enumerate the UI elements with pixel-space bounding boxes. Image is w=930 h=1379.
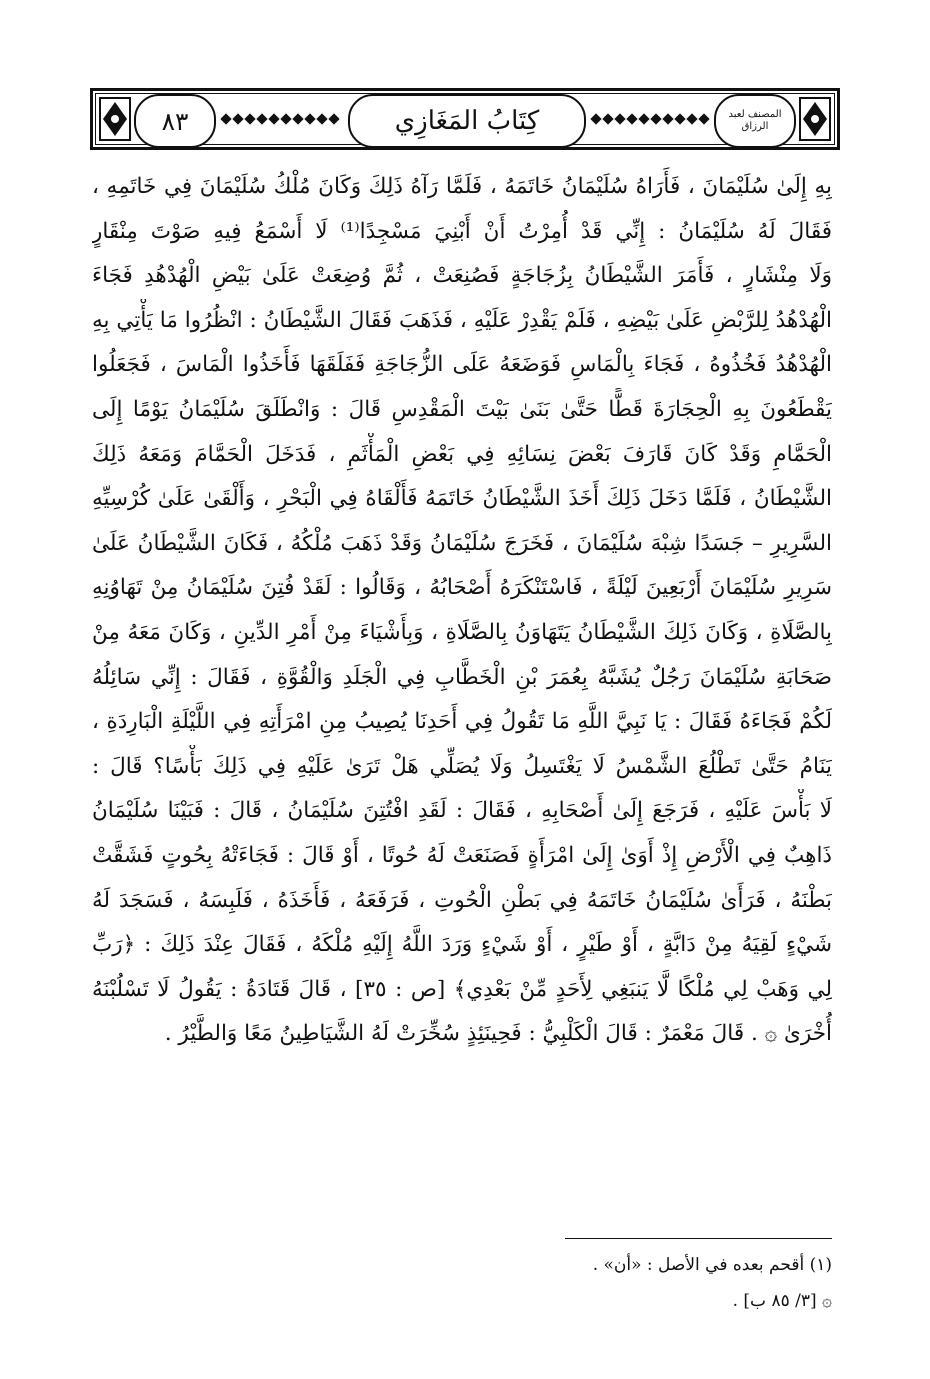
text-line-last: أُخْرَىٰ ۞ . قَالَ مَعْمَرٌ : قَالَ الْكَلْبِيُّ : فَحِينَئِذٍ سُخِّرَتْ لَهُ الشَّيَاطِينُ مَعًا وَالطَّيْرُ . xyxy=(164,1021,832,1047)
text-line: لَكُمْ فَجَاءَهُ فَقَالَ : يَا نَبِيَّ اللَّهِ مَا تَقُولُ فِي أَحَدِنَا يُصِيبُ مِنِ امْرَأَتِهِ فِي اللَّيْلَةِ الْبَارِدَةِ ، xyxy=(92,709,832,735)
text-line: صَحَابَةِ سُلَيْمَانَ رَجُلٌ يُشَبَّهُ بِعُمَرَ بْنِ الْخَطَّابِ فِي الْجَلَدِ وَالْقُوَّةِ ، فَقَالَ : إِنِّي سَائِلُهُ xyxy=(92,664,832,690)
footnote-1: (١) أقحم بعده في الأصل : «أن» . xyxy=(592,1255,832,1275)
chapter-title: كِتَابُ المَغَازِي xyxy=(394,106,540,136)
text-line: بَطْنَهُ ، فَرَأَىٰ سُلَيْمَانُ خَاتَمَهُ فِي بَطْنِ الْحُوتِ ، فَرَفَعَهُ ، فَأَخَذَهُ ، فَلَبِسَهُ ، فَسَجَدَ لَهُ xyxy=(92,887,832,913)
ornament-left-icon xyxy=(98,96,132,142)
text-line: شَيْءٍ لَقِيَهُ مِنْ دَابَّةٍ ، أَوْ طَيْرٍ ، أَوْ شَيْءٍ وَرَدَ اللَّهُ إِلَيْهِ مُلْكَهُ ، فَقَالَ عِنْدَ ذَلِكَ : ﴿رَبِّ xyxy=(92,932,832,958)
text-line: يَقْطَعُونَ بِهِ الْحِجَارَةَ قَطًّا حَتَّىٰ بَنَىٰ بَيْتَ الْمَقْدِسِ قَالَ : وَانْطَلَقَ سُلَيْمَانُ يَوْمًا إِلَى xyxy=(92,396,832,422)
ornament-dots-left xyxy=(222,115,338,123)
text-line: الْحَمَّامِ وَقَدْ كَانَ قَارَفَ بَعْضَ نِسَائِهِ فِي بَعْضِ الْمَأْثَمِ ، فَدَخَلَ الْحَمَّامَ وَمَعَهُ ذَلِكَ xyxy=(92,441,832,467)
footnotes xyxy=(92,1247,832,1319)
text-line: فَقَالَ لَهُ سُلَيْمَانُ : إِنِّي قَدْ أُمِرْتُ أَنْ أَبْنِيَ مَسْجِدًا⁽¹⁾ لَا أَسْمَعُ فِيهِ صَوْتَ مِنْقَارٍ xyxy=(92,218,832,244)
page-header xyxy=(90,88,840,150)
text-line: يَنَامُ حَتَّىٰ تَطْلُعَ الشَّمْسُ لَا يَغْتَسِلُ وَلَا يُصَلِّي هَلْ تَرَىٰ عَلَيْهِ فِي ذَلِكَ بَأْسًا؟ قَالَ : xyxy=(92,753,832,779)
page-number-cartouche xyxy=(134,94,216,148)
text-line: وَلَا مِنْشَارٍ ، فَأَمَرَ الشَّيْطَانُ بِزُجَاجَةٍ فَصُنِعَتْ ، ثُمَّ وُضِعَتْ عَلَىٰ بَيْضِ الْهُدْهُدِ فَجَاءَ xyxy=(92,263,832,289)
text-line: ذَاهِبٌ فِي الْأَرْضِ إِذْ أَوَىٰ إِلَىٰ امْرَأَةٍ فَصَنَعَتْ لَهُ حُوتًا ، أَوْ قَالَ : فَجَاءَتْهُ بِحُوتٍ فَشَقَّتْ xyxy=(92,842,832,868)
text-line: سَرِيرِ سُلَيْمَانَ أَرْبَعِينَ لَيْلَةً ، فَاسْتَنْكَرَهُ أَصْحَابُهُ ، وَقَالُوا : لَقَدْ فُتِنَ سُلَيْمَانُ مِنْ تَهَاوُنِهِ xyxy=(92,575,832,601)
author-seal: المصنف لعبد الرزاق xyxy=(728,109,782,132)
text-line: السَّرِيرِ – جَسَدًا شِبْهَ سُلَيْمَانَ ، فَخَرَجَ سُلَيْمَانُ وَقَدْ ذَهَبَ مُلْكُهُ ، فَكَانَ الشَّيْطَانُ عَلَىٰ xyxy=(92,530,832,556)
manuscript-reference: ۞ [٣/ ٨٥ ب] . xyxy=(732,1291,832,1311)
footnote-divider xyxy=(565,1238,832,1239)
title-cartouche xyxy=(348,94,586,148)
author-cartouche xyxy=(714,94,796,148)
text-line: لِي وَهَبْ لِي مُلْكًا لَّا يَنبَغِي لِأَحَدٍ مِّنْ بَعْدِي﴾ [ص : ٣٥] ، قَالَ قَتَادَةُ : يَقُولُ لَا تَسْلُبْنَهُ xyxy=(92,976,832,1002)
text-line: الْهُدْهُدُ لِلرَّبْضِ عَلَىٰ بَيْضِهِ ، فَلَمْ يَقْدِرْ عَلَيْهِ ، فَذَهَبَ فَقَالَ الشَّيْطَانُ : انْظُرُوا مَا يَأْتِي بِهِ xyxy=(92,307,832,333)
text-line: الشَّيْطَانُ ، فَلَمَّا دَخَلَ ذَلِكَ أَخَذَ الشَّيْطَانُ خَاتَمَهُ فَأَلْقَاهُ فِي الْبَحْرِ ، وَأَلْقَىٰ عَلَىٰ كُرْسِيِّهِ xyxy=(92,486,832,512)
text-line: لَا بَأْسَ عَلَيْهِ ، فَرَجَعَ إِلَىٰ أَصْحَابِهِ ، فَقَالَ : لَقَدِ افْتُتِنَ سُلَيْمَانُ ، قَالَ : فَبَيْنَا سُلَيْمَانُ xyxy=(92,798,832,824)
text-line: الْهُدْهُدُ فَخُذُوهُ ، فَجَاءَ بِالْمَاسِ فَوَضَعَهُ عَلَى الزُّجَاجَةِ فَفَلَقَهَا فَأَخَذُوا الْمَاسَ ، فَجَعَلُوا xyxy=(92,352,832,378)
text-line: بِالصَّلَاةِ ، وَكَانَ ذَلِكَ الشَّيْطَانُ يَتَهَاوَنُ بِالصَّلَاةِ ، وَبِأَشْيَاءَ مِنْ أَمْرِ الدِّينِ ، وَكَانَ مَعَهُ مِنْ xyxy=(92,619,832,645)
ornament-right-icon xyxy=(798,96,832,142)
main-text xyxy=(92,165,832,1057)
page-number: ٨٣ xyxy=(161,106,189,136)
text-line: بِهِ إِلَىٰ سُلَيْمَانَ ، فَأَرَاهُ سُلَيْمَانُ خَاتَمَهُ ، فَلَمَّا رَآهُ ذَلِكَ وَكَانَ مُلْكُ سُلَيْمَانَ فِي خَاتَمِهِ ، xyxy=(92,174,832,199)
ornament-dots-right xyxy=(592,115,708,123)
